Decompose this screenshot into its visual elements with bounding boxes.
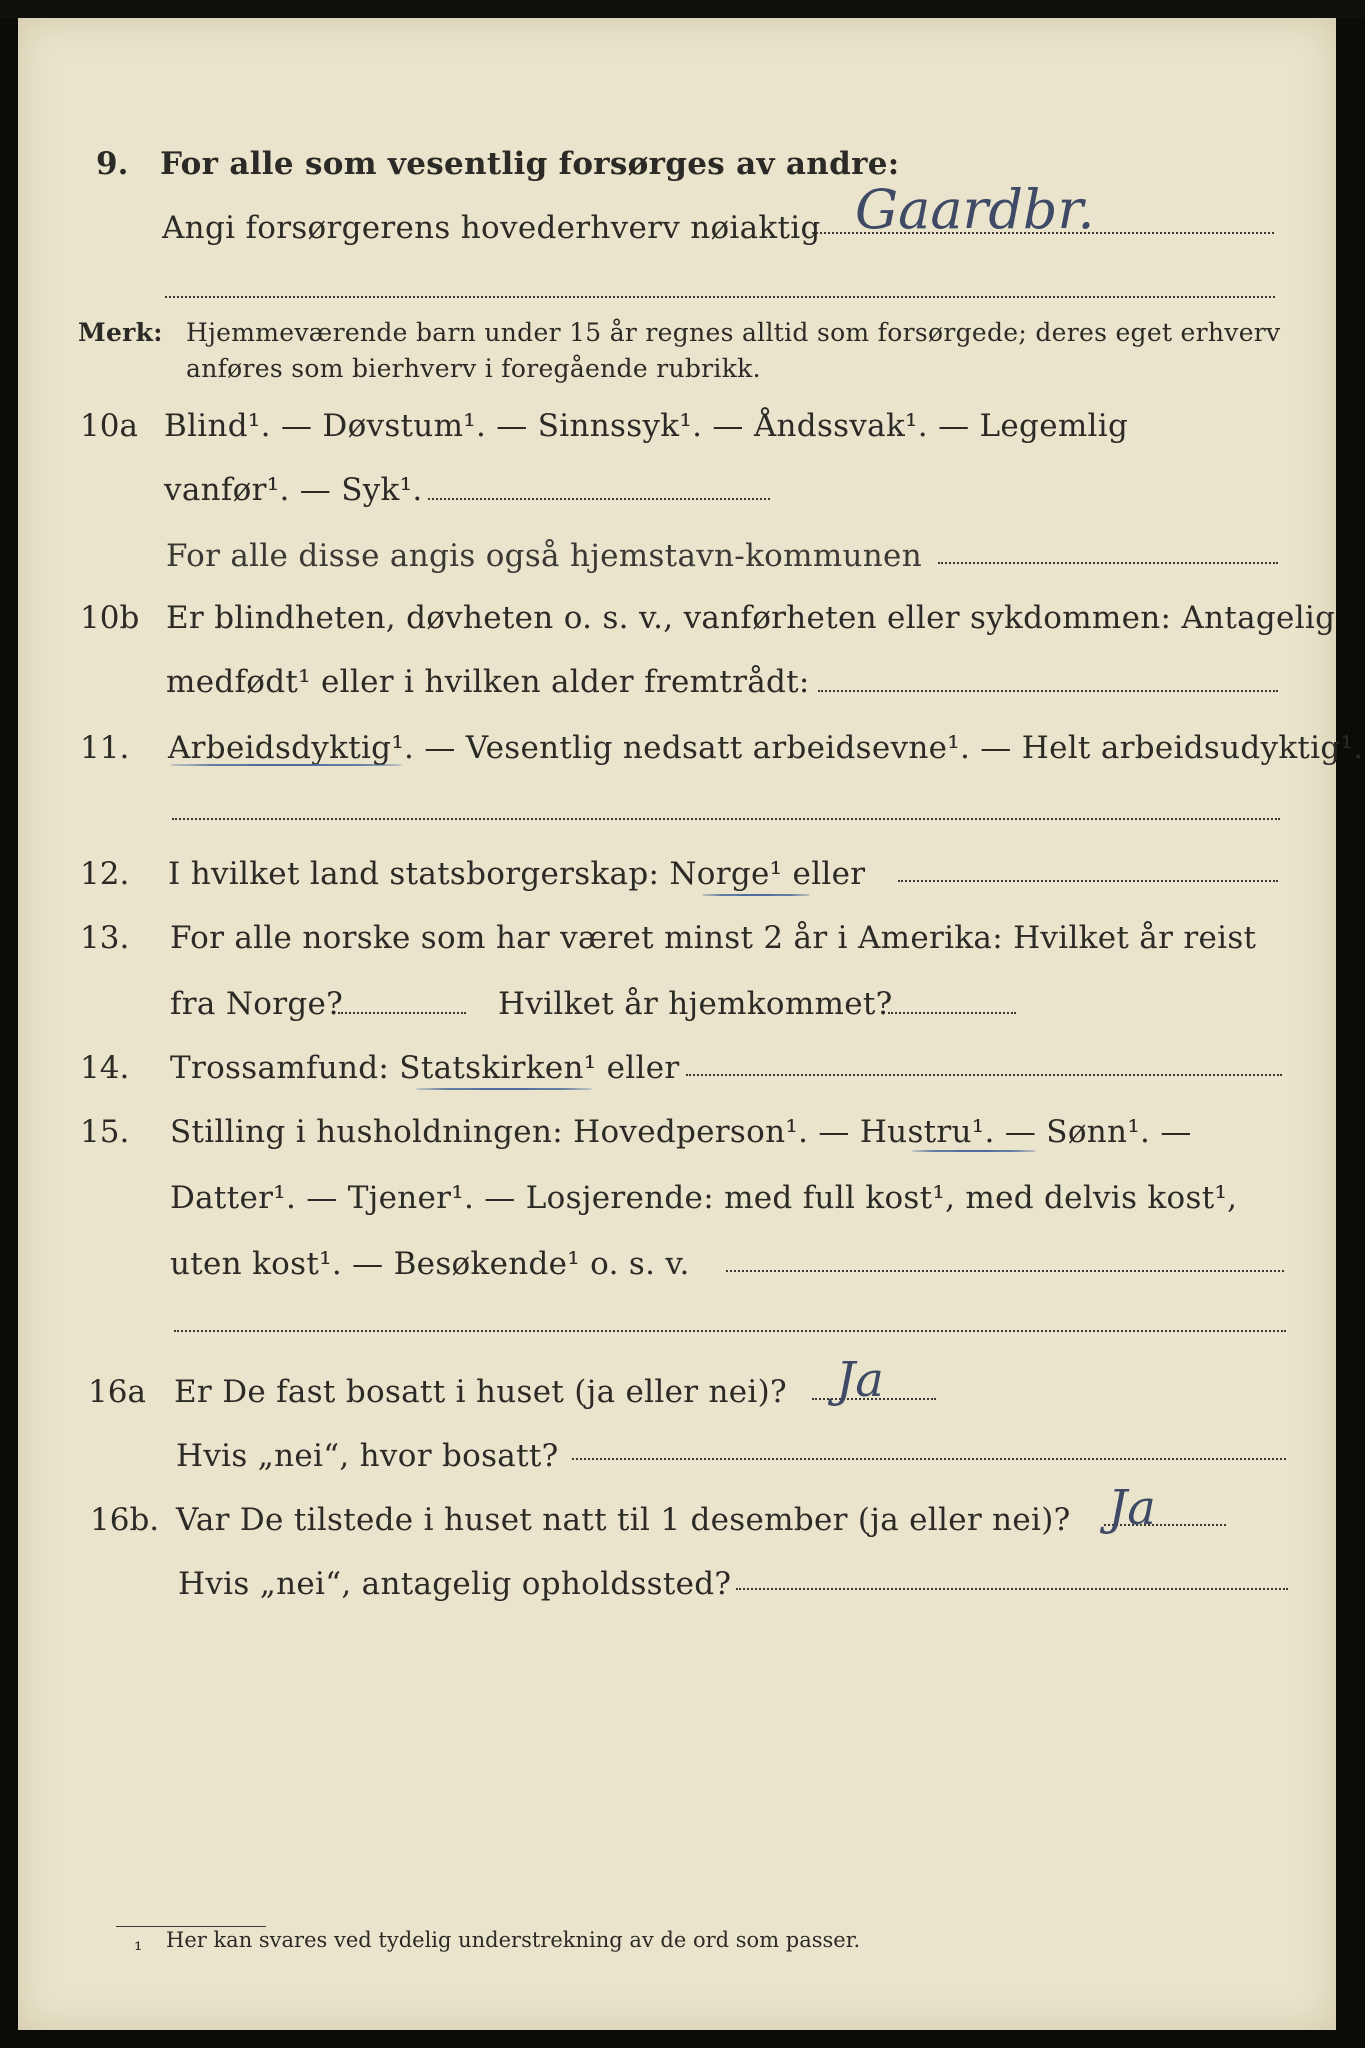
q11-line-1: Arbeidsdyktig¹. — Vesentlig nedsatt arbeidsevne¹. — Helt arbeidsudyktig¹. (168, 730, 1364, 766)
q16a-bosatt-line (572, 1458, 1286, 1460)
q9-label: Angi forsørgerens hovederhverv nøiaktig (162, 210, 821, 246)
q16a-line-1: Er De fast bosatt i huset (ja eller nei)? (174, 1374, 787, 1410)
q14-underline-mark (416, 1088, 592, 1090)
scan-border (0, 0, 1365, 18)
merk-line-1: Hjemmeværende barn under 15 år regnes alltid som forsørgede; deres eget erhverv (186, 318, 1281, 347)
q14-number: 14. (80, 1050, 130, 1086)
q15-underline-mark (912, 1150, 1036, 1152)
footnote-mark: ¹ (134, 1938, 143, 1962)
footnote-rule (116, 1926, 266, 1927)
q9-number: 9. (96, 146, 129, 182)
q11-extra-line (172, 818, 1280, 820)
merk-label: Merk: (78, 318, 163, 347)
q16b-number: 16b. (90, 1502, 160, 1538)
q10b-number: 10b (80, 600, 140, 636)
q10a-kommune-line (938, 562, 1278, 564)
q10a-line-2: vanfør¹. — Syk¹. (164, 472, 423, 508)
footnote-text: Her kan svares ved tydelig understrekning av de ord som passer. (166, 1928, 861, 1952)
q16a-line-2: Hvis „nei“, hvor bosatt? (176, 1438, 559, 1474)
q16b-line-2: Hvis „nei“, antagelig opholdssted? (178, 1566, 732, 1602)
q16a-number: 16a (88, 1374, 146, 1410)
q16a-handwritten-answer: Ja (836, 1352, 884, 1408)
q15-answer-line (726, 1270, 1284, 1272)
q15-line-3: uten kost¹. — Besøkende¹ o. s. v. (170, 1246, 690, 1282)
q14-answer-line (686, 1074, 1282, 1076)
q12-underline-mark (702, 894, 810, 896)
q13-reist-line (338, 1012, 466, 1014)
q15-line-1: Stilling i husholdningen: Hovedperson¹. — Hustru¹. — Sønn¹. — (170, 1114, 1192, 1150)
q16b-line-1: Var De tilstede i huset natt til 1 desember (ja eller nei)? (176, 1502, 1071, 1538)
q10b-line-1: Er blindheten, døvheten o. s. v., vanførheten eller sykdommen: Antagelig (166, 600, 1336, 636)
q13-hjem-line (888, 1012, 1016, 1014)
q13-number: 13. (80, 920, 130, 956)
q12-answer-line (898, 880, 1278, 882)
q12-line-1: I hvilket land statsborgerskap: Norge¹ eller (168, 856, 866, 892)
q13-line-2b: Hvilket år hjemkommet? (498, 986, 893, 1022)
q10a-syk-line (428, 498, 770, 500)
q13-line-2a: fra Norge? (170, 986, 344, 1022)
merk-line-2: anføres som bierhverv i foregående rubrikk. (186, 354, 761, 383)
q9-extra-line (165, 296, 1275, 298)
q13-line-1: For alle norske som har været minst 2 år i Amerika: Hvilket år reist (170, 920, 1257, 956)
q11-number: 11. (80, 730, 130, 766)
q9-heading: For alle som vesentlig forsørges av andre: (160, 146, 900, 182)
q16b-handwritten-answer: Ja (1108, 1480, 1156, 1536)
q15-number: 15. (80, 1114, 130, 1150)
q15-line-2: Datter¹. — Tjener¹. — Losjerende: med full kost¹, med delvis kost¹, (170, 1180, 1238, 1216)
q10a-line-3: For alle disse angis også hjemstavn-kommunen (166, 538, 922, 574)
q10a-line-1: Blind¹. — Døvstum¹. — Sinnssyk¹. — Åndssvak¹. — Legemlig (164, 408, 1129, 444)
q11-underline-mark (170, 764, 402, 766)
q15-extra-line (174, 1330, 1286, 1332)
q9-handwritten-answer: Gaardbr. (855, 178, 1095, 241)
q12-number: 12. (80, 856, 130, 892)
q16b-opholdssted-line (736, 1588, 1288, 1590)
q14-line-1: Trossamfund: Statskirken¹ eller (170, 1050, 680, 1086)
q10b-answer-line (818, 690, 1278, 692)
q10a-number: 10a (80, 408, 138, 444)
q10b-line-2: medfødt¹ eller i hvilken alder fremtrådt: (166, 664, 810, 700)
